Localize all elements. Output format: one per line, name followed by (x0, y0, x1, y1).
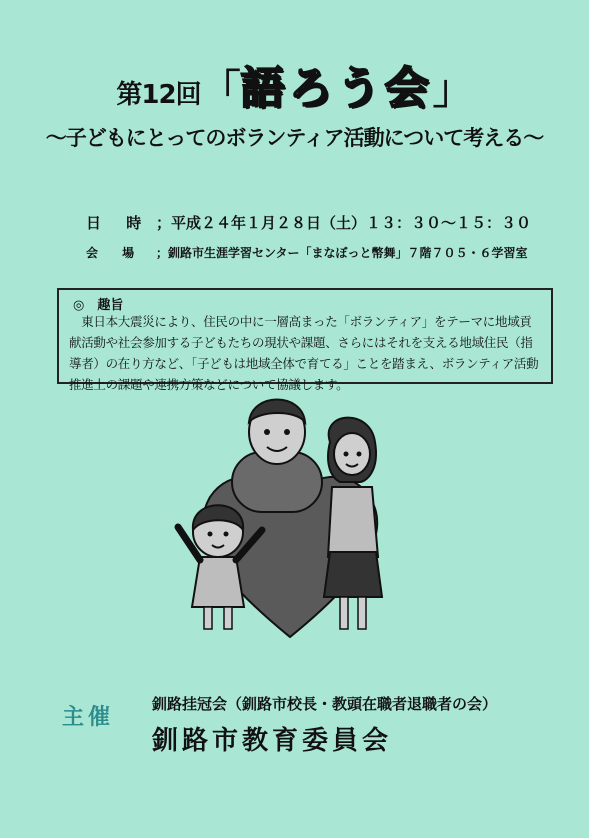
organizer-sub: 釧路挂冠会（釧路市校長・教頭在職者退職者の会） (152, 695, 498, 713)
summary-box (57, 288, 553, 392)
event-venue (86, 244, 528, 261)
father-figure (232, 400, 322, 513)
event-subtitle: 〜子どもにとってのボランティア活動について考える〜 (45, 126, 544, 150)
title-main: 語ろう会 (240, 63, 433, 114)
summary-heading: ◎ 趣旨 (73, 298, 124, 313)
event-title (0, 52, 589, 116)
organizer-label: 主催 (62, 705, 115, 730)
family-illustration (170, 392, 410, 642)
title-open-bracket: 「 (200, 67, 241, 113)
venue-label: 会 場 (86, 246, 145, 260)
venue-value: ；釧路市生涯学習センター「まなぼっと幣舞」７階７０５・６学習室 (156, 246, 528, 260)
organizer-main: 釧路市教育委員会 (152, 726, 393, 756)
title-prefix: 第12回 (116, 80, 201, 110)
mother-figure (324, 418, 382, 629)
title-close-bracket: 」 (432, 67, 473, 113)
event-date (86, 212, 531, 233)
date-label: 日 時 (86, 214, 152, 232)
summary-body: 東日本大震災により、住民の中に一層高まった「ボランティア」をテーマに地域貢献活動や社会参加する子どもたちの現状や課題、さらにはそれを支える地域住民（指導者）の在り方など、「子どもは地域全体で育てる」ことを踏まえ、ボランティア活動推進上の課題や連携方策などについて協議します。 (69, 314, 539, 392)
date-value: ；平成２４年１月２８日（土）１３：３０〜１５：３０ (156, 214, 532, 232)
